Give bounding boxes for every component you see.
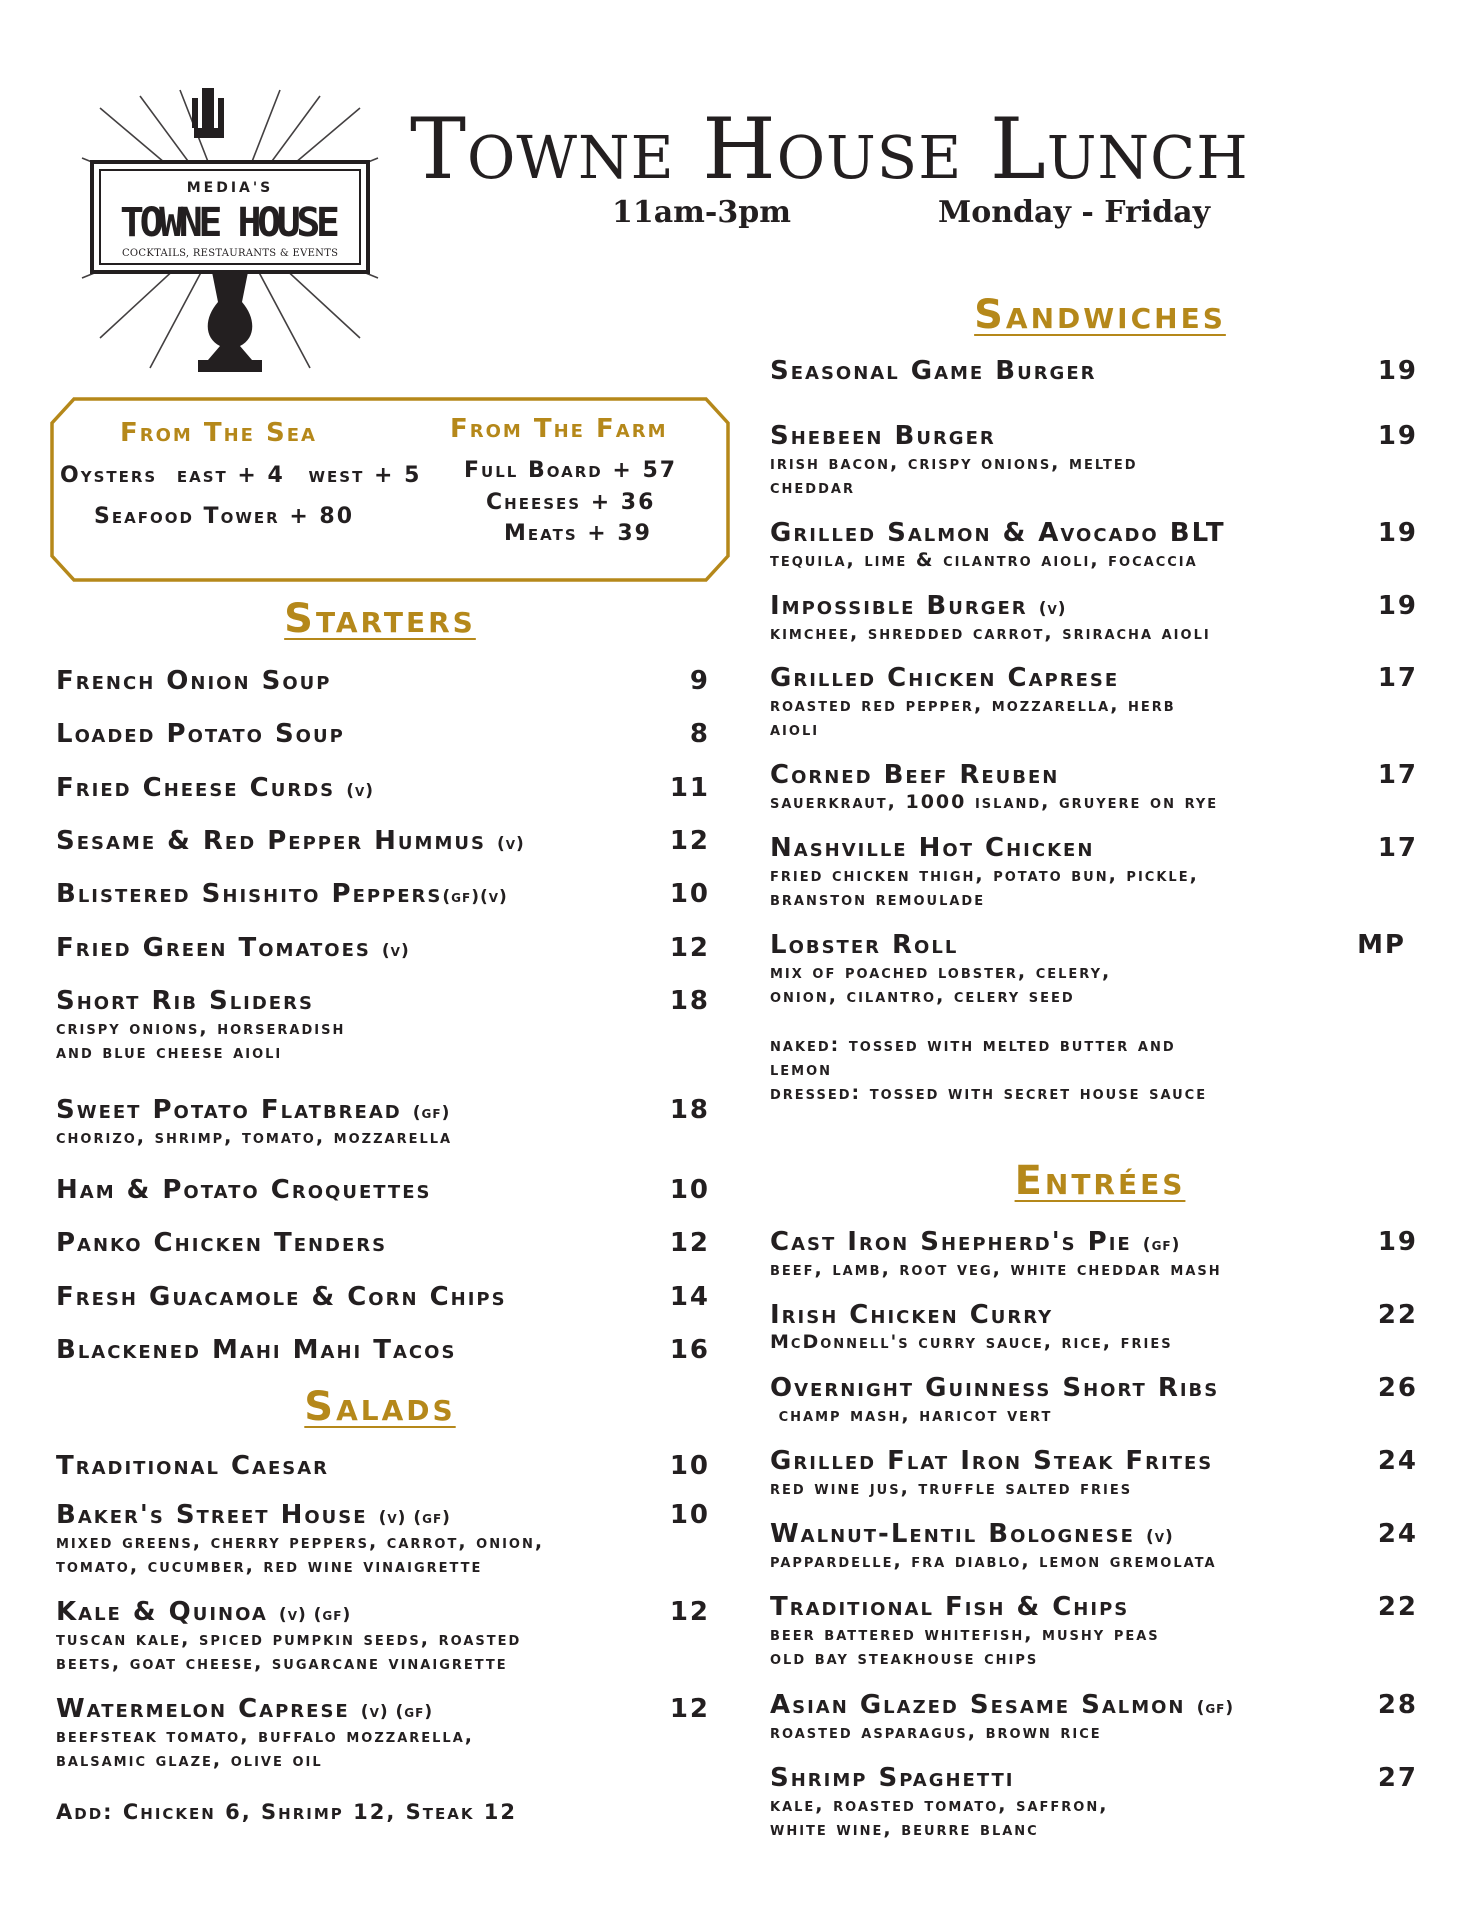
salad-addon: Add: Chicken 6, Shrimp 12, Steak 12 xyxy=(56,1800,517,1824)
salad-item: Traditional Caesar 10 xyxy=(56,1451,710,1481)
from-the-farm-heading: From The Farm xyxy=(450,414,668,444)
seafood-tower: Seafood Tower + 80 xyxy=(94,504,355,529)
logo-top-text: MEDIA'S xyxy=(186,180,274,196)
sandwich-item: Corned Beef Reuben 17 sauerkraut, 1000 island, gruyere on rye xyxy=(770,760,1418,813)
salad-item: Watermelon Caprese (v) (gf) 12 beefsteak tomato, buffalo mozzarella, balsamic glaze, olive oil xyxy=(56,1694,710,1771)
logo-name: TOWNE HOUSE xyxy=(120,200,340,246)
entree-item: Irish Chicken Curry 22 McDonnell's curry sauce, rice, fries xyxy=(770,1300,1418,1353)
from-the-sea-heading: From The Sea xyxy=(120,418,317,448)
entree-item: Shrimp Spaghetti 27 kale, roasted tomato, saffron, white wine, beurre blanc xyxy=(770,1763,1418,1840)
entree-item: Walnut-Lentil Bolognese (v) 24 pappardelle, fra diablo, lemon gremolata xyxy=(770,1519,1418,1572)
starter-item: Fried Cheese Curds (v) 11 xyxy=(56,773,710,803)
starter-item: Panko Chicken Tenders 12 xyxy=(56,1228,710,1258)
salads-heading: Salads xyxy=(304,1384,456,1430)
starter-item: Sweet Potato Flatbread (gf) 18 chorizo, shrimp, tomato, mozzarella xyxy=(56,1095,710,1148)
logo-tagline: COCKTAILS, RESTAURANTS & EVENTS xyxy=(122,248,338,259)
sandwich-item: Lobster Roll MP mix of poached lobster, celery, onion, cilantro, celery seed xyxy=(770,930,1406,1007)
oysters-west: west + 5 xyxy=(308,463,422,488)
starters-heading: Starters xyxy=(284,596,476,642)
sandwich-item: Nashville Hot Chicken 17 fried chicken thigh, potato bun, pickle, branston remoulade xyxy=(770,833,1418,910)
sandwich-item: Grilled Salmon & Avocado BLT 19 tequila, lime & cilantro aioli, focaccia xyxy=(770,518,1418,571)
full-board: Full Board + 57 xyxy=(464,458,678,483)
lunch-days: Monday - Friday xyxy=(938,195,1211,230)
starter-item: Short Rib Sliders 18 crispy onions, horseradish and blue cheese aioli xyxy=(56,986,710,1063)
salad-item: Baker's Street House (v) (gf) 10 mixed greens, cherry peppers, carrot, onion, tomato, cucumber, red wine vinaigrette xyxy=(56,1500,710,1577)
sandwich-item: Seasonal Game Burger 19 xyxy=(770,356,1418,386)
starter-item: Fresh Guacamole & Corn Chips 14 xyxy=(56,1282,710,1312)
oysters-line xyxy=(60,463,421,488)
starter-item: Loaded Potato Soup 8 xyxy=(56,719,710,749)
entree-item: Grilled Flat Iron Steak Frites 24 red wine jus, truffle salted fries xyxy=(770,1446,1418,1499)
towne-house-logo xyxy=(80,88,380,374)
starter-item: Sesame & Red Pepper Hummus (v) 12 xyxy=(56,826,710,856)
salad-item: Kale & Quinoa (v) (gf) 12 tuscan kale, spiced pumpkin seeds, roasted beets, goat cheese, sugarcane vinaigrette xyxy=(56,1597,710,1674)
entree-item: Cast Iron Shepherd's Pie (gf) 19 beef, lamb, root veg, white cheddar mash xyxy=(770,1227,1418,1280)
entree-item: Overnight Guinness Short Ribs 26 champ mash, haricot vert xyxy=(770,1373,1418,1426)
starter-item: Blackened Mahi Mahi Tacos 16 xyxy=(56,1335,710,1365)
meats: Meats + 39 xyxy=(504,521,652,546)
cheeses: Cheeses + 36 xyxy=(486,490,656,515)
lobster-note: naked: tossed with melted butter and lemon dressed: tossed with secret house sauce xyxy=(770,1034,1208,1104)
entree-item: Asian Glazed Sesame Salmon (gf) 28 roasted asparagus, brown rice xyxy=(770,1690,1418,1743)
starter-item: Ham & Potato Croquettes 10 xyxy=(56,1175,710,1205)
page-title: Towne House Lunch xyxy=(410,100,1249,198)
starter-item: Blistered Shishito Peppers(gf)(v) 10 xyxy=(56,879,710,909)
sandwich-item: Shebeen Burger 19 irish bacon, crispy onions, melted cheddar xyxy=(770,421,1418,498)
oysters-label: Oysters xyxy=(60,463,158,488)
entree-item: Traditional Fish & Chips 22 beer battered whitefish, mushy peas old bay steakhouse chips xyxy=(770,1592,1418,1669)
starter-item: French Onion Soup 9 xyxy=(56,666,710,696)
lunch-hours: 11am-3pm xyxy=(612,195,791,230)
starter-item: Fried Green Tomatoes (v) 12 xyxy=(56,933,710,963)
oysters-east: east + 4 xyxy=(176,463,285,488)
sandwich-item: Impossible Burger (v) 19 kimchee, shredded carrot, sriracha aioli xyxy=(770,591,1418,644)
entrees-heading: Entrées xyxy=(1014,1158,1186,1204)
sandwich-item: Grilled Chicken Caprese 17 roasted red pepper, mozzarella, herb aioli xyxy=(770,663,1418,740)
sandwiches-heading: Sandwiches xyxy=(974,292,1226,338)
